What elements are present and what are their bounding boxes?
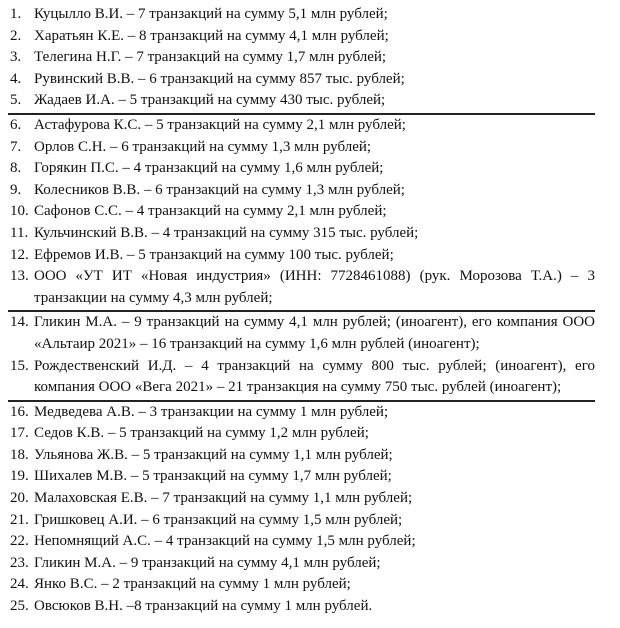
item-number: 5. [10, 92, 22, 109]
item-number: 3. [10, 49, 22, 66]
item-text: Ефремов И.В. – 5 транзакций на сумму 100 тыс. рублей; [34, 246, 394, 263]
list-item [8, 445, 595, 467]
list-item [8, 137, 595, 159]
item-text: Шихалев М.В. – 5 транзакций на сумму 1,7 млн рублей; [34, 468, 392, 485]
item-text: Орлов С.Н. – 6 транзакций на сумму 1,3 млн рублей; [34, 138, 372, 155]
item-number: 11. [10, 224, 29, 241]
item-text: Жадаев И.А. – 5 транзакций на сумму 430 тыс. рублей; [34, 92, 386, 109]
item-number: 14. [10, 314, 29, 331]
item-number: 18. [10, 446, 29, 463]
list-item [8, 574, 595, 596]
item-text: Куцылло В.И. – 7 транзакций на сумму 5,1 млн рублей; [34, 6, 388, 22]
item-text: Гликин М.А. – 9 транзакций на сумму 4,1 млн рублей; (иноагент), его компания ООО «Альтаир 2021» – 16 транзакций на сумму 1,6 млн рублей (иноагент); [34, 314, 595, 352]
list-item [8, 115, 595, 137]
list-item [8, 180, 595, 202]
item-number: 7. [10, 138, 22, 155]
item-text: Гликин М.А. – 9 транзакций на сумму 4,1 млн рублей; [34, 554, 381, 571]
list-item [8, 402, 595, 424]
item-number: 21. [10, 511, 29, 528]
item-text: Непомнящий А.С. – 4 транзакций на сумму 1,5 млн рублей; [34, 533, 416, 550]
item-text: Рождественский И.Д. – 4 транзакций на сумму 800 тыс. рублей; (иноагент), его компания ООО «Вега 2021» – 21 транзакция на сумму 750 тыс. рублей (иноагент); [34, 357, 595, 396]
item-text: Астафурова К.С. – 5 транзакций на сумму 2,1 млн рублей; [34, 116, 406, 133]
list-group [8, 115, 595, 309]
list-item [8, 510, 595, 532]
list-item [8, 356, 595, 399]
list-item [8, 26, 595, 48]
item-text: Горякин П.С. – 4 транзакций на сумму 1,6 млн рублей; [34, 160, 384, 177]
item-text: Янко В.С. – 2 транзакций на сумму 1 млн рублей; [34, 576, 351, 593]
item-number: 25. [10, 598, 29, 615]
item-number: 8. [10, 160, 22, 177]
list-item [8, 4, 595, 26]
list-item [8, 553, 595, 575]
list-item [8, 90, 595, 112]
item-number: 15. [10, 357, 29, 374]
item-text: Ульянова Ж.В. – 5 транзакций на сумму 1,1 млн рублей; [34, 446, 393, 463]
item-text: Сафонов С.С. – 4 транзакций на сумму 2,1 млн рублей; [34, 203, 387, 220]
item-number: 17. [10, 425, 29, 442]
item-text: Кульчинский В.В. – 4 транзакций на сумму 315 тыс. рублей; [34, 224, 419, 241]
item-number: 16. [10, 403, 29, 420]
list-item [8, 531, 595, 553]
item-number: 19. [10, 468, 29, 485]
item-text: Телегина Н.Г. – 7 транзакций на сумму 1,7 млн рублей; [34, 49, 387, 66]
item-text: ООО «УТ ИТ «Новая индустрия» (ИНН: 7728461088) (рук. Морозова Т.А.) – 3 транзакции на сумму 4,3 млн рублей; [34, 268, 595, 306]
list-item [8, 245, 595, 267]
item-text: Малаховская Е.В. – 7 транзакций на сумму 1,1 млн рублей; [34, 490, 413, 507]
item-text: Медведева А.В. – 3 транзакции на сумму 1 млн рублей; [34, 403, 389, 420]
list-group [8, 312, 595, 398]
transaction-list [8, 4, 595, 618]
item-number: 24. [10, 576, 29, 593]
item-number: 22. [10, 533, 29, 550]
item-text: Харатьян К.Е. – 8 транзакций на сумму 4,1 млн рублей; [34, 27, 389, 44]
item-text: Овсюков В.Н. –8 транзакций на сумму 1 млн рублей. [34, 598, 373, 615]
item-number: 1. [10, 6, 22, 22]
item-number: 9. [10, 181, 22, 198]
item-number: 2. [10, 27, 22, 44]
item-number: 13. [10, 268, 29, 285]
list-item [8, 488, 595, 510]
item-number: 20. [10, 490, 29, 507]
item-text: Колесников В.В. – 6 транзакций на сумму 1,3 млн рублей; [34, 181, 405, 198]
list-item [8, 69, 595, 91]
list-item [8, 312, 595, 355]
item-number: 4. [10, 70, 22, 87]
item-text: Гришковец А.И. – 6 транзакций на сумму 1,5 млн рублей; [34, 511, 403, 528]
list-item [8, 223, 595, 245]
item-text: Седов К.В. – 5 транзакций на сумму 1,2 млн рублей; [34, 425, 369, 442]
list-group [8, 4, 595, 112]
item-number: 6. [10, 116, 22, 133]
list-item [8, 266, 595, 309]
list-item [8, 596, 595, 618]
list-item [8, 466, 595, 488]
item-number: 12. [10, 246, 29, 263]
list-item [8, 158, 595, 180]
list-group [8, 402, 595, 618]
list-item [8, 423, 595, 445]
item-number: 23. [10, 554, 29, 571]
list-item [8, 47, 595, 69]
item-number: 10. [10, 203, 29, 220]
list-item [8, 201, 595, 223]
item-text: Рувинский В.В. – 6 транзакций на сумму 857 тыс. рублей; [34, 70, 405, 87]
